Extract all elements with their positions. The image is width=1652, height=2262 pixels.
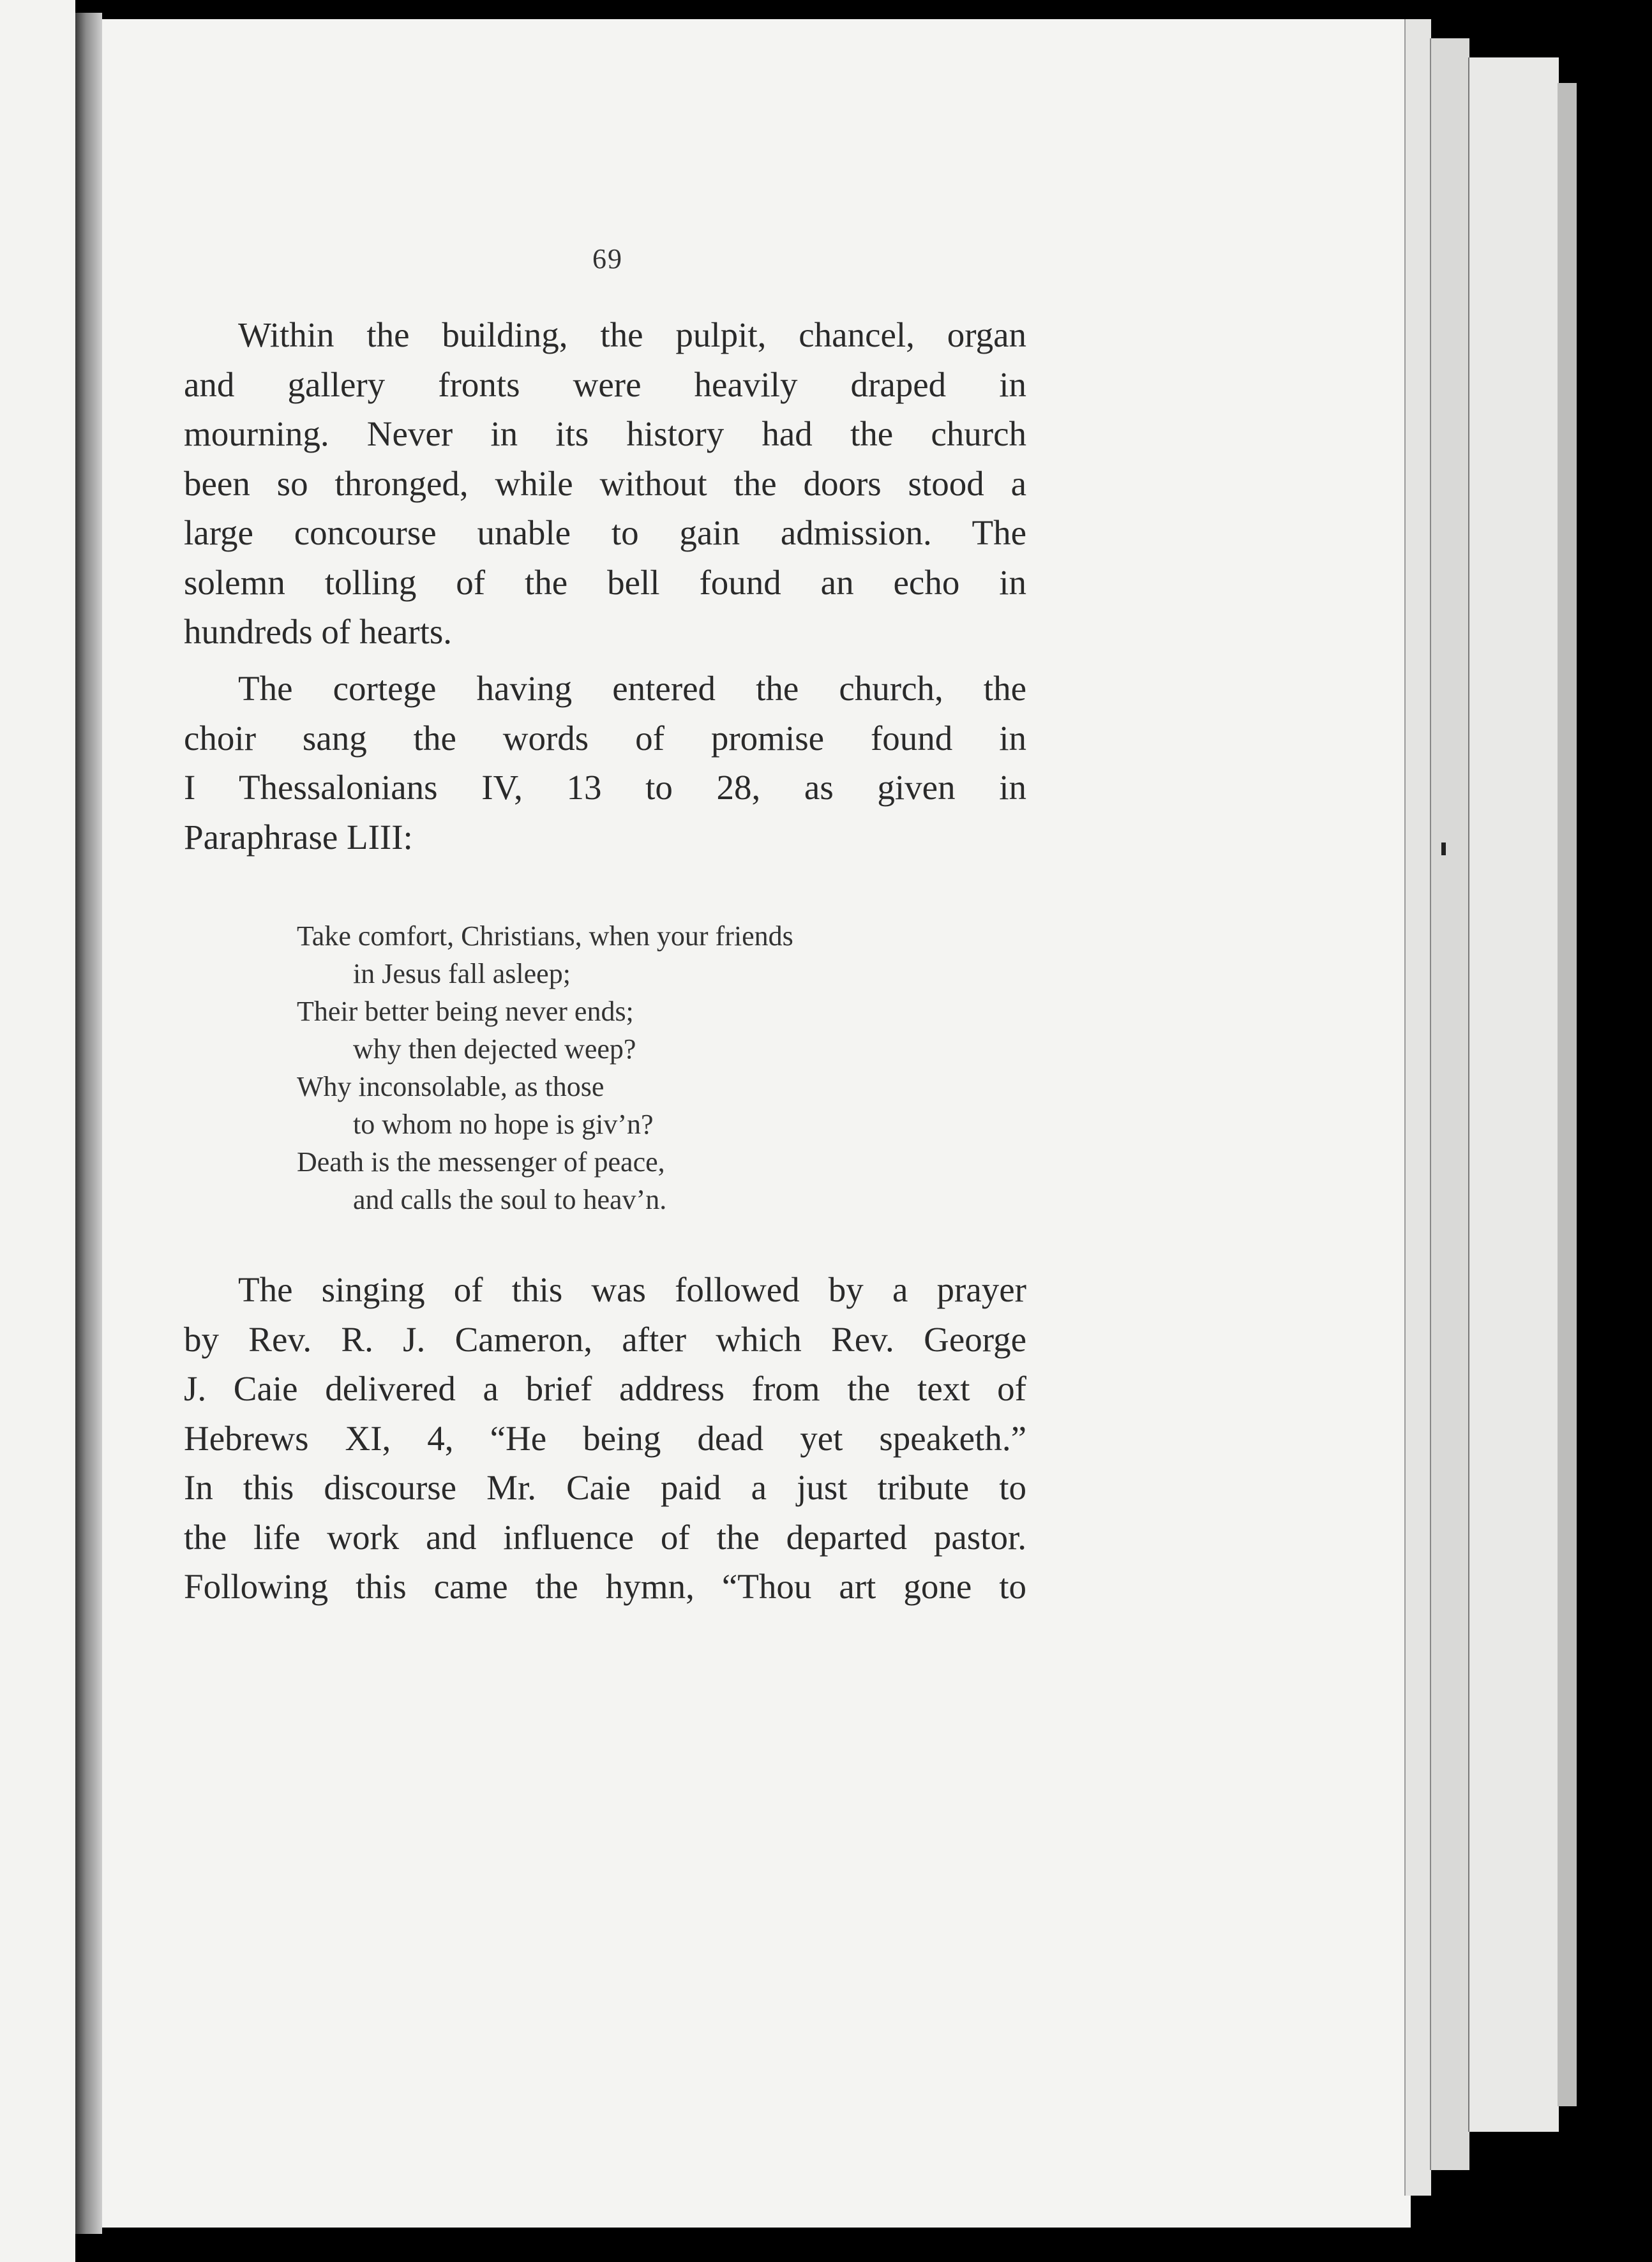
verse-line: why then dejected weep? bbox=[353, 1033, 636, 1065]
text-line: hundreds of hearts. bbox=[184, 612, 453, 651]
text-line: Within the building, the pulpit, chancel, organ bbox=[238, 315, 1026, 354]
page-number: 69 bbox=[592, 243, 623, 274]
scan-speck bbox=[1441, 843, 1446, 855]
text-line: the life work and influence of the departed pastor. bbox=[184, 1517, 1026, 1557]
book-gutter bbox=[75, 13, 102, 2234]
text-line: choir sang the words of promise found in bbox=[184, 718, 1026, 758]
text-line: J. Caie delivered a brief address from the text of bbox=[184, 1369, 1026, 1408]
text-line: The singing of this was followed by a prayer bbox=[238, 1270, 1026, 1309]
page-edge-stack bbox=[1430, 38, 1469, 2170]
text-line: Following this came the hymn, “Thou art gone to bbox=[184, 1567, 1026, 1606]
text-line: mourning. Never in its history had the church bbox=[184, 414, 1026, 453]
paragraph bbox=[184, 1265, 1026, 1612]
text-line: solemn tolling of the bell found an echo in bbox=[184, 562, 1026, 602]
page-edge-stack bbox=[1558, 83, 1577, 2106]
page-edge-stack bbox=[1468, 57, 1559, 2132]
text-line: and gallery fronts were heavily draped in bbox=[184, 364, 1026, 404]
verse-quotation bbox=[297, 917, 793, 1218]
text-line: In this discourse Mr. Caie paid a just tribute to bbox=[184, 1468, 1026, 1507]
verse-line: and calls the soul to heav’n. bbox=[353, 1184, 667, 1215]
paragraph bbox=[184, 310, 1026, 657]
adjacent-page-edge bbox=[0, 0, 75, 2262]
text-line: Paraphrase LIII: bbox=[184, 817, 413, 857]
page-edge-stack bbox=[1404, 19, 1431, 2196]
text-line: by Rev. R. J. Cameron, after which Rev. George bbox=[184, 1319, 1026, 1359]
verse-line: Death is the messenger of peace, bbox=[297, 1146, 665, 1178]
text-line: been so thronged, while without the doors stood a bbox=[184, 463, 1026, 503]
paragraph bbox=[184, 664, 1026, 862]
verse-line: Their better being never ends; bbox=[297, 996, 634, 1027]
verse-line: in Jesus fall asleep; bbox=[353, 958, 571, 989]
text-line: Hebrews XI, 4, “He being dead yet speaketh.” bbox=[184, 1418, 1026, 1458]
verse-line: to whom no hope is giv’n? bbox=[353, 1109, 654, 1140]
text-line: The cortege having entered the church, the bbox=[238, 669, 1026, 708]
verse-line: Take comfort, Christians, when your friends bbox=[297, 920, 793, 952]
text-line: I Thessalonians IV, 13 to 28, as given in bbox=[184, 768, 1026, 807]
verse-line: Why inconsolable, as those bbox=[297, 1071, 604, 1102]
text-line: large concourse unable to gain admission. The bbox=[184, 513, 1026, 552]
